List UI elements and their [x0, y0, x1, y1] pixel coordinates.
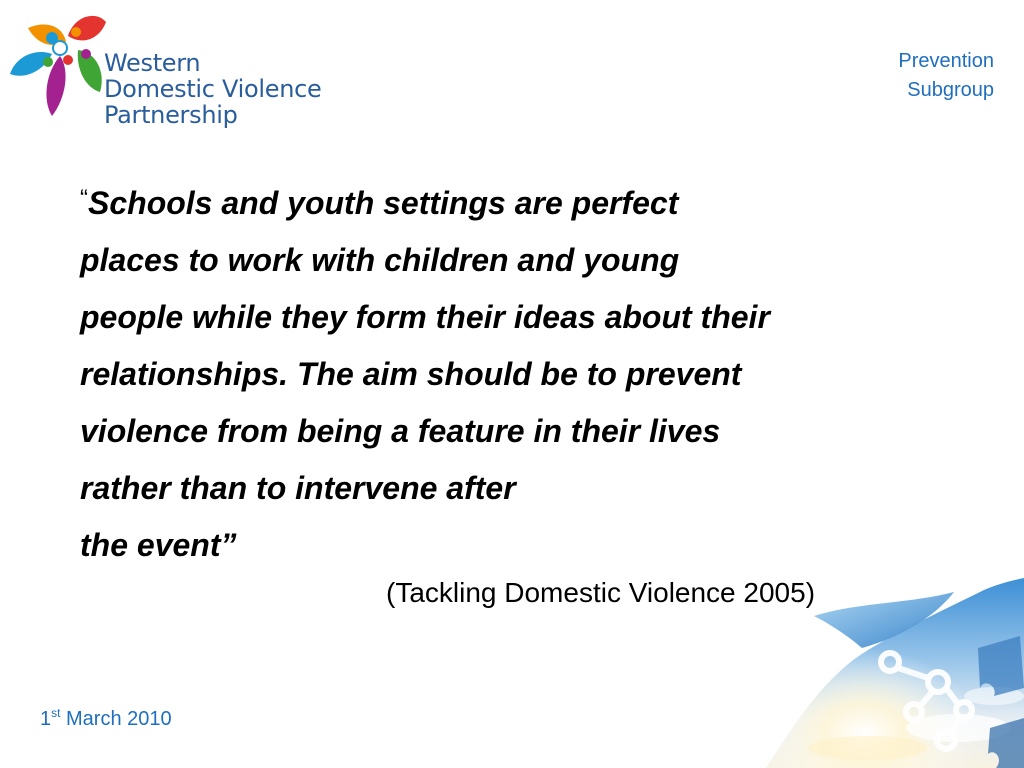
quote-line: places to work with children and young	[80, 242, 680, 278]
date-day: 1	[40, 708, 52, 730]
quote-line: people while they form their ideas about their	[80, 299, 770, 335]
quote-line: rather than to intervene after	[80, 470, 516, 506]
subgroup-title-line2: Subgroup	[907, 79, 994, 101]
slide-date	[40, 705, 172, 733]
quote-block	[80, 170, 960, 574]
quote-source: (Tackling Domestic Violence 2005)	[386, 577, 816, 608]
subgroup-title-line1: Prevention	[898, 50, 994, 72]
logo-line-domestic-violence: Domestic Violence	[104, 75, 322, 103]
logo-wordmark	[104, 50, 321, 128]
logo-line-western: Western	[104, 49, 201, 77]
date-suffix: st	[51, 706, 61, 720]
sky-puzzle-people-graphic-icon	[758, 578, 1024, 768]
quote-line: violence from being a feature in their lives	[80, 413, 721, 449]
subgroup-title	[898, 47, 994, 105]
colorful-people-circle-logo-icon	[8, 8, 118, 120]
date-rest: March 2010	[60, 708, 172, 730]
quote-line-text: Schools and youth settings are perfect	[88, 185, 679, 221]
quote-line: relationships. The aim should be to prevent	[80, 356, 742, 392]
quote-open-mark: “	[80, 185, 88, 212]
quote-line: the event”	[80, 527, 237, 563]
logo-line-partnership: Partnership	[104, 101, 238, 129]
quote-line	[80, 170, 960, 232]
partnership-logo	[8, 8, 328, 133]
